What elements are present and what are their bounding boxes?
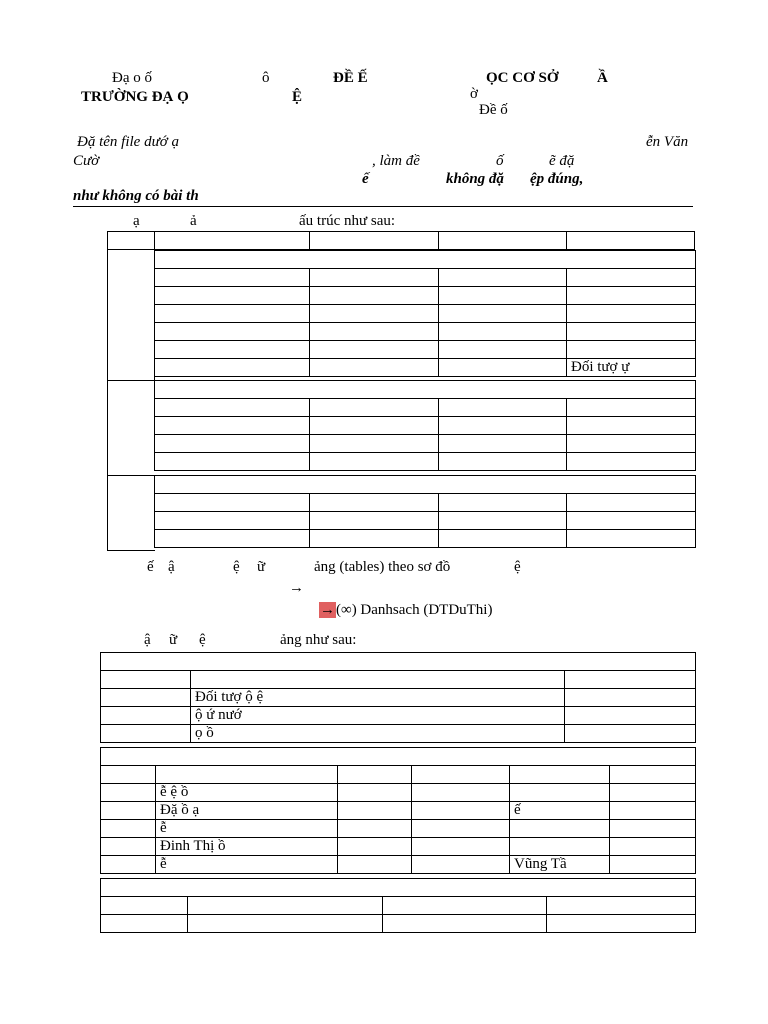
t2-row-5-b: Vũng Tầ [510,856,610,874]
header-text-b: ô [262,70,270,86]
structure-group-1 [154,250,696,377]
data-table-1 [100,652,696,743]
header-subject: ỌC CƠ SỞ [486,70,559,86]
instruction-line-2-b: , làm đề [372,153,420,169]
structure-group-3 [154,475,696,548]
t2-row-2: Đặ ồ ạ [156,802,338,820]
section2-b: ậ [168,559,175,575]
section3-a: ậ [144,632,151,648]
structure-table-header [107,231,695,250]
instruction-line-1-end: ễn Văn [646,134,689,150]
section3-b: ữ [169,632,178,648]
divider [73,206,693,207]
cell-doituong: Đối tượ ự [567,359,696,377]
section1-intro-a: ạ [133,213,140,229]
section2-f: ệ [514,559,521,575]
arrow-icon: → [289,580,304,596]
section2-d: ữ [257,559,266,575]
relation-text: (∞) Danhsach (DTDuThi) [336,602,493,618]
instruction-line-3-a: ế [362,171,369,187]
t2-row-4: Đinh Thị ồ [156,838,338,856]
structure-group-2 [154,380,696,471]
school-name-b: Ệ [292,89,303,105]
section3-c: ệ [199,632,206,648]
data-table-3 [100,878,696,933]
section1-intro-b: ả [190,213,197,229]
t2-row-5: ễ [156,856,338,874]
arrow-highlight-icon: → [320,602,335,618]
header-text-a: Đạ o ố [112,70,152,86]
t1-row-1: Đối tượ ộ ệ [191,689,565,707]
instruction-line-3-c: ệp đúng, [530,171,584,187]
t2-row-1: ễ ệ ồ [156,784,338,802]
t1-row-3: ọ ồ [191,725,565,743]
header-text-e: Ầ [597,70,608,86]
instruction-line-3-b: không đặ [446,171,504,187]
section3-intro: ảng như sau: [280,632,357,648]
data-table-2 [100,747,696,874]
t2-row-3: ễ [156,820,338,838]
exam-number: Đề ố [479,102,508,118]
instruction-line-2: Cườ [73,153,100,169]
t2-row-2-b: ế [510,802,610,820]
instruction-line-2-c: ố [496,153,504,169]
school-name: TRƯỜNG ĐẠ Ọ [81,89,189,105]
section1-intro: ấu trúc như sau: [299,213,396,229]
time-text: ờ [470,86,478,102]
section2-c: ệ [233,559,240,575]
instruction-line-1: Đặ tên file dướ ạ [77,134,180,150]
instruction-line-4: như không có bài th [73,188,199,204]
t1-row-2: ộ ứ nướ [191,707,565,725]
instruction-line-2-d: ẽ đặ [549,153,575,169]
section2-a: ế [147,559,154,575]
header-title: ĐỀ Ế [333,70,368,86]
section2-text: ảng (tables) theo sơ đồ [314,559,451,575]
